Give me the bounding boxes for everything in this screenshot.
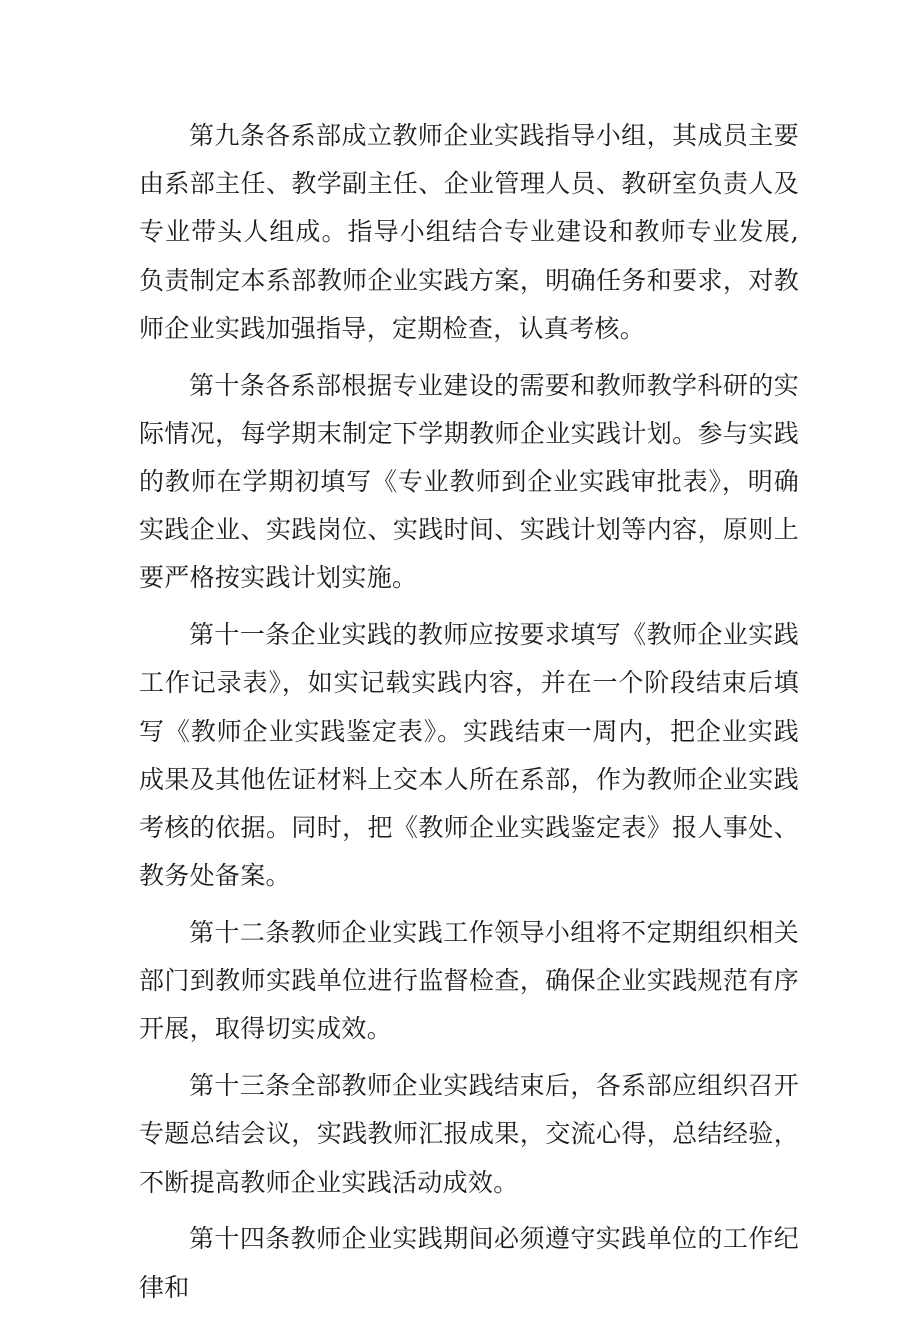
document-body bbox=[139, 112, 799, 1320]
article-10-paragraph: 第十条各系部根据专业建设的需要和教师教学科研的实际情况，每学期末制定下学期教师企业实践计划。参与实践的教师在学期初填写《专业教师到企业实践审批表》，明确实践企业、实践岗位、实践时间、实践计划等内容，原则上要严格按实践计划实施。 bbox=[139, 370, 799, 593]
article-13-paragraph: 第十三条全部教师企业实践结束后，各系部应组织召开专题总结会议，实践教师汇报成果，交流心得，总结经验，不断提高教师企业实践活动成效。 bbox=[139, 1071, 799, 1197]
article-11-paragraph: 第十一条企业实践的教师应按要求填写《教师企业实践工作记录表》，如实记载实践内容，并在一个阶段结束后填写《教师企业实践鉴定表》。实践结束一周内，把企业实践成果及其他佐证材料上交本人所在系部，作为教师企业实践考核的依据。同时，把《教师企业实践鉴定表》报人事处、教务处备案。 bbox=[139, 620, 799, 891]
article-9-paragraph: 第九条各系部成立教师企业实践指导小组，其成员主要由系部主任、教学副主任、企业管理人员、教研室负责人及专业带头人组成。指导小组结合专业建设和教师专业发展,负责制定本系部教师企业实践方案，明确任务和要求，对教师企业实践加强指导，定期检查，认真考核。 bbox=[139, 121, 799, 343]
article-14-paragraph: 第十四条教师企业实践期间必须遵守实践单位的工作纪律和 bbox=[139, 1224, 799, 1302]
article-12-paragraph: 第十二条教师企业实践工作领导小组将不定期组织相关部门到教师实践单位进行监督检查，确保企业实践规范有序开展，取得切实成效。 bbox=[139, 918, 799, 1044]
